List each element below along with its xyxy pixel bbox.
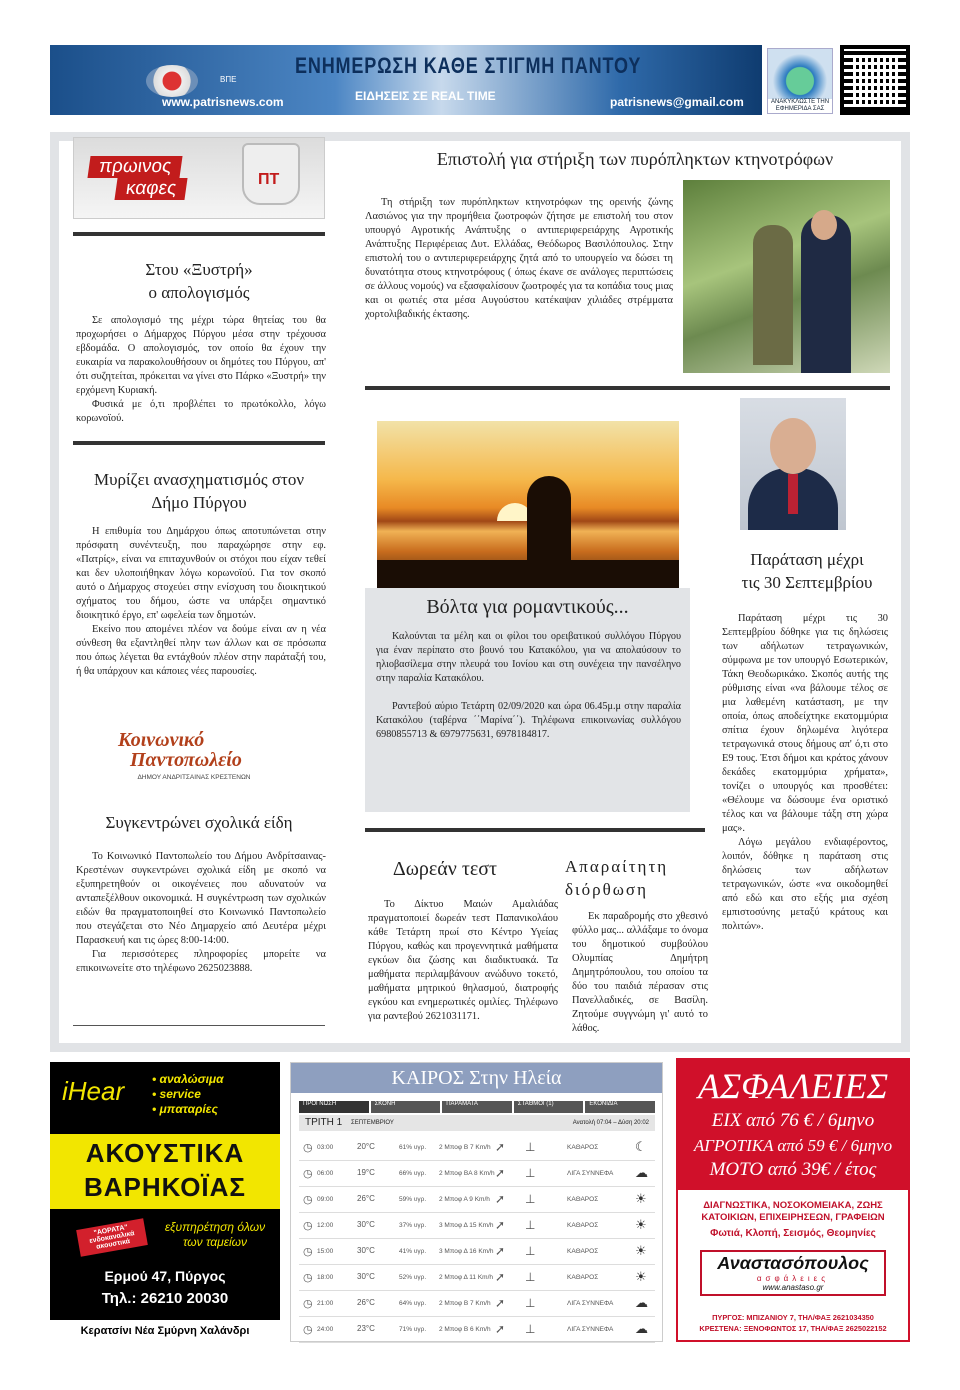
divider bbox=[73, 232, 325, 236]
column-logo-line2: καφες bbox=[114, 178, 187, 200]
clock-icon: ◷ bbox=[303, 1298, 313, 1310]
xystri-title bbox=[73, 258, 325, 304]
insurance-cats2: Φωτιά, Κλοπή, Σεισμός, Θεομηνίες bbox=[710, 1228, 876, 1239]
ihear-branches: Κερατσίνι Νέα Σμύρνη Χαλάνδρι bbox=[50, 1320, 280, 1342]
weather-time: 18:00 bbox=[317, 1274, 334, 1281]
weather-temp: 20°C bbox=[357, 1142, 375, 1151]
paragraph: Το Δίκτυο Μαιών Αμαλιάδας πραγματοποιεί δωρεάν τεστ Παπανικολάου κάθε Τετάρτη πρωί στο Κέντρο Υγείας Πύργου, καθώς και προγεννητικά μαθήματα εγκύων δια ζώσης και διαδικτυακά. Τα μαθήματα περιλαμβάνουν ανώδυνο τοκετό, μαθήματα μητρικού θηλασμού, διατροφής εγκύου και ενημερωτικές ομιλίες. Τηλέφωνο για ραντεβού 2621031171. bbox=[368, 899, 558, 1022]
weather-time: 06:00 bbox=[317, 1170, 334, 1177]
weather-wind: 3 Μποφ Δ 16 Km/h bbox=[439, 1248, 494, 1255]
weather-condition: ΚΑΘΑΡΟΣ bbox=[567, 1222, 599, 1229]
weather-wind: 2 Μποφ Α 9 Km/h bbox=[439, 1196, 490, 1203]
weather-temp: 26°C bbox=[357, 1194, 375, 1203]
weather-condition: ΚΑΘΑΡΟΣ bbox=[567, 1144, 599, 1151]
insurance-brand: Αναστασόπουλος bbox=[717, 1253, 869, 1273]
insurance-ad[interactable] bbox=[676, 1058, 910, 1342]
ihear-item: • αναλώσιμα bbox=[152, 1072, 224, 1086]
paragraph: Φυσικά με ό,τι προβλέπει το πρωτόκολλο, λόγω κορωνοϊού. bbox=[76, 399, 326, 424]
paragraph: Εκ παραδρομής στο χθεσινό φύλλο μας... αλλάξαμε το όνομα του δημοτικού συμβούλου Ολυμπίας Δημήτρη Δημητρόπουλου, του οποίου τα δύο του παιδιά πέρασαν στις Πανελλαδικές, σε Βασίλη. Ζητούμε συγγνώμη γι' αυτό το λάθος. bbox=[572, 911, 708, 1034]
weather-wind: 2 Μποφ Β 7 Km/h bbox=[439, 1300, 491, 1307]
paragraph: Λόγω μεγάλου ενδιαφέροντος, λοιπόν, δόθηκε η παράταση στις δηλώσεις των αδήλωτων τετραγωνικών, ώστε «να οικοδομηθεί από εδώ και στο εξής μια σχέση εμπιστοσύνης μεταξύ κράτους και πολιτών». bbox=[722, 837, 888, 932]
title-line: Στου «Ξυστρή» bbox=[145, 260, 253, 279]
weather-row bbox=[299, 1187, 655, 1213]
wind-arrow-icon: ➚ bbox=[495, 1140, 506, 1154]
clock-icon: ◷ bbox=[303, 1324, 313, 1336]
wind-turbine-icon: ⊥ bbox=[525, 1244, 536, 1258]
weather-condition: ΛΙΓΑ ΣΥΝΝΕΦΑ bbox=[567, 1300, 614, 1307]
weather-time: 24:00 bbox=[317, 1326, 334, 1333]
logo-line: Κοινωνικό bbox=[118, 729, 205, 751]
eye-logo-icon bbox=[146, 65, 198, 97]
paragraph: Καλούνται τα μέλη και οι φίλοι του ορειβατικού συλλόγου Πύργου για έναν περίπατο στο βουνό του Κατακόλου, για να απολαύσουν το ηλιοβασίλεμα στην πλευρά του Ιονίου και στη συνέχεια την πανσέληνο στην παραλία Κατακόλου. bbox=[376, 631, 681, 684]
weather-tab[interactable]: ΠΡΟΓΝΩΣΗ bbox=[299, 1101, 369, 1113]
weather-time: 12:00 bbox=[317, 1222, 334, 1229]
weather-wind: 2 Μποφ Δ 11 Km/h bbox=[439, 1274, 494, 1281]
weather-temp: 26°C bbox=[357, 1298, 375, 1307]
weather-humidity: 71% υγρ. bbox=[399, 1326, 427, 1333]
weather-wind: 3 Μποφ Δ 15 Km/h bbox=[439, 1222, 494, 1229]
paragraph: Παράταση μέχρι τις 30 Σεπτεμβρίου δόθηκε για τις δηλώσεις των αδήλωτων τετραγωνικών, σύμφωνα με τον υπουργό Εσωτερικών, Τάκη Θεοδωρικάκο. Σκοπός αυτής της ρύθμισης είναι «να βάλουμε τέλος σε μια λαθεμένη κατάσταση, με την οποία, όπως αποδείχτηκε εκατομμύρια σπίτια έχουν δηλωμένα λιγότερα τετραγωνικά στους δήμους απ' ό,τι στο Ε9 τους. Έτσι δήμοι και κράτος χάνουν δεκάδες εκατομμύρια χρήματα», τονίζει ο υπουργός και προσθέτει: «Θέλουμε να δώσουμε ένα οριστικό τέλος και να βάλουμε τάξη στη χώρα μας». bbox=[722, 613, 888, 834]
weather-condition: ΚΑΘΑΡΟΣ bbox=[567, 1196, 599, 1203]
ihear-band bbox=[50, 1134, 280, 1209]
title-line: Παράταση μέχρι bbox=[750, 550, 864, 569]
logo-line: Παντοπωλείο bbox=[130, 749, 242, 771]
logo-line: ΔΗΜΟΥ ΑΝΔΡΙΤΣΑΙΝΑΣ ΚΡΕΣΤΕΝΩΝ bbox=[137, 774, 251, 781]
coffee-cup-icon bbox=[242, 143, 300, 205]
insurance-line: ΑΓΡΟΤΙΚΑ από 59 € / 6μηνο bbox=[693, 1136, 893, 1155]
wind-turbine-icon: ⊥ bbox=[525, 1218, 536, 1232]
weather-row bbox=[299, 1135, 655, 1161]
weather-day-label: ΤΡΙΤΗ 1 bbox=[305, 1117, 343, 1128]
ktinotrofoi-body bbox=[365, 196, 673, 322]
paragraph: Η επιθυμία του Δημάρχου όπως αποτυπώνεται στην πρόσφατη συνέντευξη, που παραχώρησε στην εφ. «Πατρίς», είναι να επιταχυνθούν οι στόχοι που είχαν τεθεί και δεν υλοποιήθηκαν λόγω κορωνοϊού. Για τον σκοπό αυτό ο Δήμαρχος στοχεύει στην ενίσχυση του διοικητικού σχήματος του δήμου, ώστε να υπάρξει σημαντικό διοικητικό έργο, επ' ωφελεία των δημοτών. bbox=[76, 526, 326, 621]
title-line: Μυρίζει ανασχηματισμός στον bbox=[93, 470, 305, 489]
weather-row bbox=[299, 1317, 655, 1343]
sky-icon: ☀ bbox=[635, 1269, 647, 1284]
weather-condition: ΛΙΓΑ ΣΥΝΝΕΦΑ bbox=[567, 1170, 614, 1177]
weather-day bbox=[299, 1115, 655, 1131]
insurance-line: ΜΟΤΟ από 39€ / έτος bbox=[709, 1159, 877, 1180]
column-logo bbox=[73, 137, 325, 219]
insurance-title: ΑΣΦΑΛΕΙΕΣ bbox=[697, 1066, 889, 1106]
sky-icon: ☾ bbox=[635, 1139, 647, 1154]
divider bbox=[73, 1025, 325, 1026]
tie-shape bbox=[788, 474, 798, 514]
ktinotrofoi-title: Επιστολή για στήριξη των πυρόπληκτων κτηνοτρόφων bbox=[436, 149, 834, 169]
ihear-serve: εξυπηρέτηση όλων των ταμείων bbox=[164, 1220, 266, 1249]
weather-wind: 2 Μποφ ΒΑ 8 Km/h bbox=[439, 1170, 495, 1177]
wind-arrow-icon: ➚ bbox=[495, 1244, 506, 1258]
wind-turbine-icon: ⊥ bbox=[525, 1322, 536, 1336]
sky-icon: ☀ bbox=[635, 1217, 647, 1232]
clock-icon: ◷ bbox=[303, 1246, 313, 1258]
weather-humidity: 66% υγρ. bbox=[399, 1170, 427, 1177]
weather-temp: 19°C bbox=[357, 1168, 375, 1177]
weather-temp: 30°C bbox=[357, 1272, 375, 1281]
paragraph: Εκείνο που απομένει πλέον να δούμε είναι αν η νέα σύνθεση θα εξαντληθεί πλην των άλλων και σε πρόσωπα που όπως λέγεται θα εντάχθούν πλέον στην παράταξή του, ή θα υπάρχουν και κάποιες νέες παρουσίες. bbox=[76, 624, 326, 677]
ihear-item: • μπαταρίες bbox=[152, 1102, 218, 1116]
title-line: Απαραίτητη bbox=[565, 857, 669, 876]
clock-icon: ◷ bbox=[303, 1168, 313, 1180]
ihear-address: Ερμού 47, Πύργος bbox=[104, 1268, 226, 1284]
volta-body bbox=[376, 630, 681, 742]
anasxim-title bbox=[73, 468, 325, 514]
qr-code-icon[interactable] bbox=[840, 45, 910, 115]
test-title: Δωρεάν τεστ bbox=[392, 858, 498, 880]
paragraph: Τη στήριξη των πυρόπληκτων κτηνοτρόφων της ορεινής ζώνης Λασιώνος για την προμήθεια ζωοτροφών ζήτησε με επιστολή του στον υπουργό Αγροτικής Ανάπτυξης ο αντιπεριφερειάρχης Αγροτικής Ανάπτυξης Περιφέρειας Δυτ. Ελλάδας, Θεόδωρος Βασιλόπουλος. Στην επιστολή του ο αντιπεριφερειάρχης ζητά από το υπουργείο να δώσει τη δυνατότητα στους κτηνοτρόφους ( όπως έκανε σε ανάλογες περιπτώσεις σε άλλους νομούς) να εξασφαλίσουν ζωοτροφές για τα κοπάδια τους μιας και οι φωτιές στα μέσα Αυγούστου κατέκαψαν χιλιάδες στρέμματα χορτολιβαδικής έκτασης. bbox=[365, 197, 673, 320]
banner-website[interactable]: www.patrisnews.com bbox=[162, 95, 284, 109]
ihear-big: ΒΑΡΗΚΟΪΑΣ bbox=[83, 1172, 247, 1202]
insurance-address: ΠΥΡΓΟΣ: ΜΠΙΖΑΝΙΟΥ 7, ΤΗΛ/ΦΑΞ 2621034350 bbox=[712, 1313, 874, 1322]
weather-row bbox=[299, 1213, 655, 1239]
weather-time: 21:00 bbox=[317, 1300, 334, 1307]
anasxim-body bbox=[76, 525, 326, 679]
weather-row bbox=[299, 1265, 655, 1291]
minister-photo bbox=[740, 398, 846, 530]
sky-icon: ☀ bbox=[635, 1191, 647, 1206]
ihear-phone: Τηλ.: 26210 20030 bbox=[101, 1290, 229, 1307]
paratasi-title bbox=[712, 548, 902, 594]
weather-condition: ΛΙΓΑ ΣΥΝΝΕΦΑ bbox=[567, 1326, 614, 1333]
weather-temp: 30°C bbox=[357, 1246, 375, 1255]
wind-arrow-icon: ➚ bbox=[495, 1270, 506, 1284]
title-line: Δήμο Πύργου bbox=[151, 493, 247, 512]
weather-row bbox=[299, 1291, 655, 1317]
wind-arrow-icon: ➚ bbox=[495, 1322, 506, 1336]
insurance-addresses bbox=[682, 1312, 904, 1334]
wind-turbine-icon: ⊥ bbox=[525, 1166, 536, 1180]
weather-temp: 23°C bbox=[357, 1324, 375, 1333]
weather-widget bbox=[290, 1062, 663, 1342]
person-figure bbox=[753, 225, 793, 365]
weather-tab[interactable]: ΕΚΟΝΙΔΙΑ bbox=[585, 1101, 655, 1113]
banner-headline: ΕΝΗΜΕΡΩΣΗ ΚΑΘΕ ΣΤΙΓΜΗ ΠΑΝΤΟΥ bbox=[295, 53, 642, 78]
wind-turbine-icon: ⊥ bbox=[525, 1270, 536, 1284]
weather-row bbox=[299, 1161, 655, 1187]
divider bbox=[365, 828, 705, 832]
banner-subline: ΕΙΔΗΣΕΙΣ ΣΕ REAL TIME bbox=[355, 89, 496, 103]
ihear-badge: "ΑΟΡΑΤΑ" ενδοκαναλικά ακουστικά bbox=[76, 1218, 148, 1256]
clock-icon: ◷ bbox=[303, 1194, 313, 1206]
title-line: τις 30 Σεπτεμβρίου bbox=[741, 573, 873, 592]
ihear-brand: iHear bbox=[62, 1076, 125, 1106]
recycle-label: ΑΝΑΚΥΚΛΩΣΤΕ ΤΗΝ ΕΦΗΜΕΡΙΔΑ ΣΑΣ bbox=[768, 99, 832, 113]
weather-row bbox=[299, 1239, 655, 1265]
officials-photo bbox=[683, 180, 890, 373]
wind-arrow-icon: ➚ bbox=[495, 1218, 506, 1232]
weather-humidity: 64% υγρ. bbox=[399, 1300, 427, 1307]
banner-small: ΒΠΕ bbox=[220, 75, 237, 84]
sunset-photo bbox=[377, 421, 679, 588]
column-logo-line1: πρωινος bbox=[87, 156, 182, 178]
insurance-address: ΚΡΕΣΤΕΝΑ: ΞΕΝΟΦΩΝΤΟΣ 17, ΤΗΛ/ΦΑΞ 2625022152 bbox=[699, 1324, 887, 1333]
clock-icon: ◷ bbox=[303, 1272, 313, 1284]
weather-condition: ΚΑΘΑΡΟΣ bbox=[567, 1248, 599, 1255]
sky-icon: ☀ bbox=[635, 1243, 647, 1258]
weather-tab[interactable]: ΠΑΡΑΜΑΤΑ bbox=[442, 1101, 512, 1113]
ihear-item: • service bbox=[152, 1087, 201, 1101]
volta-title: Βόλτα για ρομαντικούς... bbox=[426, 596, 629, 618]
sky-icon: ☁ bbox=[635, 1165, 648, 1180]
ground-shape bbox=[377, 560, 679, 588]
diorthosi-body bbox=[572, 910, 708, 1036]
ihear-big: ΑΚΟΥΣΤΙΚΑ bbox=[85, 1138, 245, 1168]
recycle-logo-icon bbox=[767, 48, 833, 114]
weather-humidity: 37% υγρ. bbox=[399, 1222, 427, 1229]
insurance-line: ΕΙΧ από 76 € / 6μηνο bbox=[711, 1110, 875, 1131]
paragraph: Το Κοινωνικό Παντοπωλείο του Δήμου Ανδρίτσαινας-Κρεστένων συγκεντρώνει σχολικά είδη με σκοπό να εξυπηρετηθούν οι οικογένειες που αδυνατούν να ανταπεξέλθουν οικονομικά. Η συγκέντρωση των σχολικών ειδών θα πραγματοποιηθεί στο Κοινωνικό Παντοπωλείο που στεγάζεται στο Νέο Δημαρχείο από Δευτέρα μέχρι Παρασκευή και τις ώρες 8:00-14:00. bbox=[76, 851, 326, 946]
weather-tabs bbox=[299, 1101, 655, 1113]
sky-icon: ☁ bbox=[635, 1295, 648, 1310]
weather-humidity: 59% υγρ. bbox=[399, 1196, 427, 1203]
koinoniko-logo bbox=[118, 730, 270, 780]
weather-wind: 2 Μποφ Β 6 Km/h bbox=[439, 1326, 491, 1333]
diorthosi-title bbox=[565, 855, 705, 901]
paragraph: Σε απολογισμό της μέχρι τώρα θητείας του θα προχωρήσει ο Δήμαρχος Πύργου μέσα στην τρέχουσα εβδομάδα. Ο απολογισμός, τον οποίο θα έχουν την ευκαιρία να παρακολουθήσουν οι δημότες του Πύργου, απ' ότι συζητείται, πρόκειται να γίνει στο Πάρκο «Ξυστρή» την ερχόμενη Κυριακή. bbox=[76, 315, 326, 396]
weather-time: 09:00 bbox=[317, 1196, 334, 1203]
sxolika-title: Συγκεντρώνει σχολικά είδη bbox=[105, 813, 293, 832]
weather-condition: ΚΑΘΑΡΟΣ bbox=[567, 1274, 599, 1281]
clock-icon: ◷ bbox=[303, 1220, 313, 1232]
sky-icon: ☁ bbox=[635, 1321, 648, 1336]
ihear-items bbox=[152, 1072, 224, 1117]
weather-wind: 2 Μποφ Β 7 Km/h bbox=[439, 1144, 491, 1151]
wind-turbine-icon: ⊥ bbox=[525, 1296, 536, 1310]
paragraph: Για περισσότερες πληροφορίες μπορείτε να επικοινωνείτε στο τηλέφωνο 2625023888. bbox=[76, 949, 326, 974]
weather-tab[interactable]: ΣΚΟΝΗ bbox=[371, 1101, 441, 1113]
xystri-body bbox=[76, 314, 326, 426]
insurance-brand-sub: ασφάλειες bbox=[756, 1274, 830, 1283]
weather-tab[interactable]: ΣΤΑΘΜΟΙ (1) bbox=[514, 1101, 584, 1113]
weather-temp: 30°C bbox=[357, 1220, 375, 1229]
weather-header: ΚΑΙΡΟΣ Στην Ηλεία bbox=[291, 1063, 662, 1093]
wind-arrow-icon: ➚ bbox=[495, 1166, 506, 1180]
weather-humidity: 61% υγρ. bbox=[399, 1144, 427, 1151]
weather-month: ΣΕΠΤΕΜΒΡΙΟΥ bbox=[351, 1120, 394, 1126]
sxolika-body bbox=[76, 850, 326, 976]
clock-icon: ◷ bbox=[303, 1142, 313, 1154]
test-body bbox=[368, 898, 558, 1024]
weather-humidity: 52% υγρ. bbox=[399, 1274, 427, 1281]
weather-time: 15:00 bbox=[317, 1248, 334, 1255]
weather-time: 03:00 bbox=[317, 1144, 334, 1151]
insurance-cats: ΔΙΑΓΝΩΣΤΙΚΑ, ΝΟΣΟΚΟΜΕΙΑΚΑ, ΖΩΗΣ ΚΑΤΟΙΚΙΩΝ, ΕΠΙΧΕΙΡΗΣΕΩΝ, ΓΡΑΦΕΙΩΝ bbox=[701, 1200, 885, 1223]
divider bbox=[73, 441, 325, 445]
wind-turbine-icon: ⊥ bbox=[525, 1140, 536, 1154]
weather-humidity: 41% υγρ. bbox=[399, 1248, 427, 1255]
wind-arrow-icon: ➚ bbox=[495, 1192, 506, 1206]
ihear-ad[interactable] bbox=[50, 1062, 280, 1342]
banner-email[interactable]: patrisnews@gmail.com bbox=[610, 95, 744, 109]
paragraph: Ραντεβού αύριο Τετάρτη 02/09/2020 και ώρα 06.45μ.μ στην παραλία Κατακόλου (ταβέρνα ΄΄Μαρίνα΄΄). Τηλέφωνα επικοινωνίας συλλόγου 6980855713 & 6979775631, 6978184817. bbox=[376, 701, 681, 740]
title-line: ο απολογισμός bbox=[148, 283, 250, 302]
face-shape bbox=[770, 418, 816, 474]
title-line: διόρθωση bbox=[565, 880, 648, 899]
paratasi-body bbox=[722, 612, 888, 934]
wind-turbine-icon: ⊥ bbox=[525, 1192, 536, 1206]
weather-sun: Ανατολή 07:04 – Δύση 20:02 bbox=[572, 1120, 649, 1126]
person-head bbox=[811, 210, 837, 240]
wind-arrow-icon: ➚ bbox=[495, 1296, 506, 1310]
anastasopoulos-logo bbox=[700, 1250, 886, 1296]
top-banner bbox=[50, 45, 762, 115]
divider bbox=[365, 386, 890, 390]
insurance-site[interactable]: www.anastaso.gr bbox=[762, 1283, 824, 1292]
insurance-top bbox=[678, 1060, 908, 1190]
